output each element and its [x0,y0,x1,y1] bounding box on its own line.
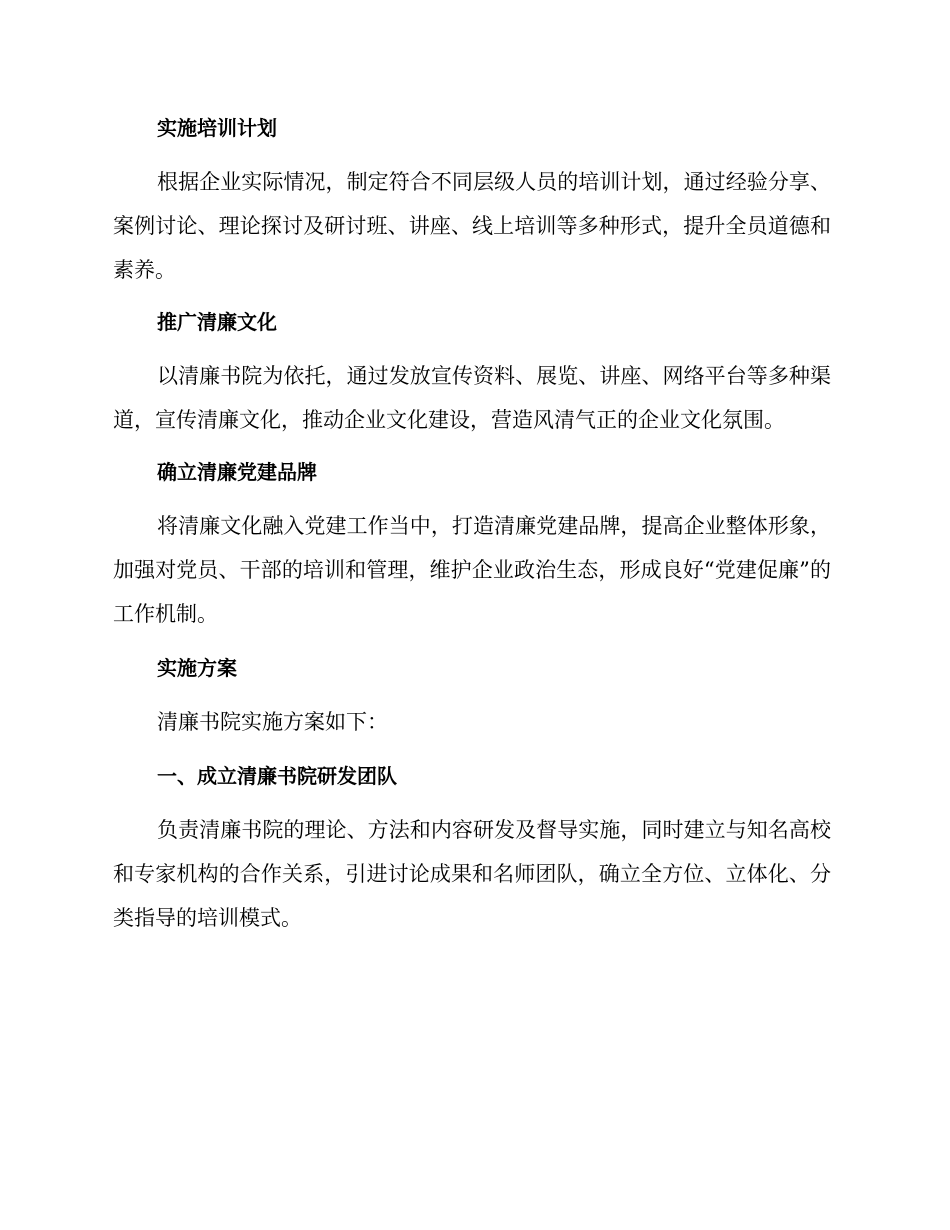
section-heading-training-plan: 实施培训计划 [157,116,277,140]
section-body-implementation: 清廉书院实施方案如下： [157,710,388,734]
section-heading-implementation: 实施方案 [157,656,237,680]
section-body-promote-culture: 以清廉书院为依托，通过发放宣传资料、展览、讲座、网络平台等多种渠道，宣传清廉文化，推动企业文化建设，营造风清气正的企业文化氛围。 [113,364,831,432]
section-body-training-plan: 根据企业实际情况，制定符合不同层级人员的培训计划，通过经验分享、案例讨论、理论探讨及研讨班、讲座、线上培训等多种形式，提升全员道德和素养。 [113,170,831,282]
section-body-party-brand: 将清廉文化融入党建工作当中，打造清廉党建品牌，提高企业整体形象，加强对党员、干部的培训和管理，维护企业政治生态，形成良好“党建促廉”的工作机制。 [113,514,831,626]
section-heading-party-brand: 确立清廉党建品牌 [157,460,317,484]
section-heading-rd-team: 一、成立清廉书院研发团队 [157,764,397,788]
section-body-rd-team: 负责清廉书院的理论、方法和内容研发及督导实施，同时建立与知名高校和专家机构的合作关系，引进讨论成果和名师团队，确立全方位、立体化、分类指导的培训模式。 [113,818,831,930]
section-heading-promote-culture: 推广清廉文化 [157,310,277,334]
